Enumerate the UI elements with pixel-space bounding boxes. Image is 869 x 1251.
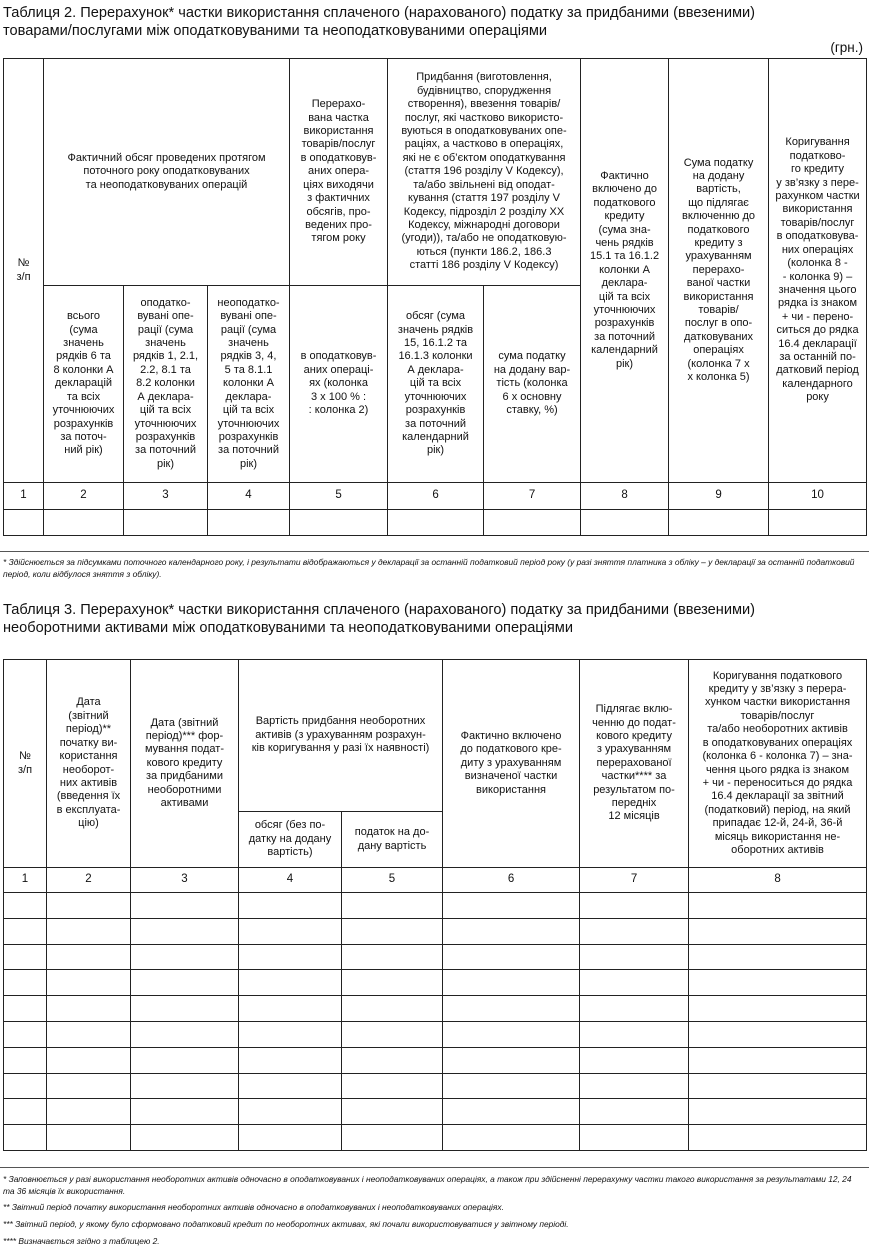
t3-cell[interactable] — [342, 1125, 443, 1151]
t3-colnum: 1 — [4, 868, 47, 893]
t3-column-numbers-row — [4, 868, 867, 893]
t3-data-row — [4, 893, 867, 919]
t3-cell[interactable] — [4, 1073, 47, 1099]
t3-cell[interactable] — [131, 1125, 239, 1151]
table2-title-line1: Таблиця 2. Перерахунок* частки використання сплаченого (нарахованого) податку за придбаними (ввезеними) — [3, 5, 756, 21]
t2-header-col6: обсяг (сума значень рядків 15, 16.1.2 та 16.1.3 колонки А деклара- цій та всіх уточнюючих розрахунків за поточний календарний рік) — [388, 286, 484, 483]
t3-data-row — [4, 996, 867, 1022]
t3-cell[interactable] — [239, 944, 342, 970]
t3-cell[interactable] — [443, 1073, 580, 1099]
t2-cell[interactable] — [769, 510, 867, 536]
t3-cell[interactable] — [689, 1047, 867, 1073]
t3-cell[interactable] — [47, 1073, 131, 1099]
t3-cell[interactable] — [131, 918, 239, 944]
t3-cell[interactable] — [4, 893, 47, 919]
t3-cell[interactable] — [4, 1125, 47, 1151]
t3-cell[interactable] — [689, 918, 867, 944]
t3-cell[interactable] — [580, 996, 689, 1022]
t3-cell[interactable] — [689, 970, 867, 996]
t2-cell[interactable] — [484, 510, 581, 536]
t3-cell[interactable] — [239, 1021, 342, 1047]
t3-cell[interactable] — [47, 893, 131, 919]
t3-cell[interactable] — [342, 970, 443, 996]
t3-cell[interactable] — [47, 1099, 131, 1125]
t2-footnote-divider — [0, 551, 869, 552]
t3-cell[interactable] — [689, 996, 867, 1022]
t3-cell[interactable] — [47, 996, 131, 1022]
t3-cell[interactable] — [4, 1047, 47, 1073]
t2-header-col8: Фактично включено до податкового кредиту (сума зна- чень рядків 15.1 та 16.1.2 колонки А деклара- цій та всіх уточнюючих розрахунків за поточний календарний рік) — [581, 59, 669, 483]
t2-header-col5: в оподатковув- аних операці- ях (колонка 3 х 100 % : : колонка 2) — [290, 286, 388, 483]
t3-header-col2: Дата (звітний період)** початку ви- користання необорот- них активів (введення їх в експлуата- цію) — [47, 660, 131, 868]
t3-header-col7: Підлягає вклю- ченню до подат- кового кредиту з урахуванням перерахованої частки**** за результатом по- передніх 12 місяців — [580, 660, 689, 868]
t3-cell[interactable] — [443, 996, 580, 1022]
t3-cell[interactable] — [342, 1073, 443, 1099]
t2-colnum: 6 — [388, 483, 484, 510]
t3-cell[interactable] — [689, 944, 867, 970]
t2-cell[interactable] — [290, 510, 388, 536]
t3-cell[interactable] — [131, 893, 239, 919]
t3-colnum: 8 — [689, 868, 867, 893]
t3-cell[interactable] — [239, 918, 342, 944]
t3-cell[interactable] — [580, 1099, 689, 1125]
t2-colnum: 4 — [208, 483, 290, 510]
t3-cell[interactable] — [580, 970, 689, 996]
t3-header-acquisition-cost: Вартість придбання необоротних активів (з урахуванням розрахун- ків коригування у разі їх наявності) — [239, 660, 443, 812]
t3-cell[interactable] — [580, 893, 689, 919]
t3-cell[interactable] — [443, 1047, 580, 1073]
t2-cell[interactable] — [4, 510, 44, 536]
t3-cell[interactable] — [239, 1125, 342, 1151]
t3-header-col4: обсяг (без по- датку на додану вартість) — [239, 812, 342, 868]
t3-data-row — [4, 918, 867, 944]
table2-title-line2: товарами/послугами між оподатковуваними та неоподатковуваними операціями — [3, 23, 548, 39]
t3-colnum: 4 — [239, 868, 342, 893]
t2-header-acquisition: Придбання (виготовлення, будівництво, спорудження створення), ввезення товарів/ послуг, які частково використо- вуються в оподатковуваних опе- раціях, а частково в операціях, які не є об’єктом оподаткування (стаття 196 розділу V Кодексу), та/або звільнені від оподат- кування (стаття 197 розділу V Кодексу, підрозділ 2 розділу XX Кодексу, міжнародні договори (угоди)), та/або не оподатковую- ються (пункти 186.2, 186.3 статті 186 розділу V Кодексу) — [388, 59, 581, 286]
t3-cell[interactable] — [47, 970, 131, 996]
table2 — [3, 58, 867, 536]
t3-cell[interactable] — [580, 1073, 689, 1099]
t2-data-row — [4, 510, 867, 536]
t3-data-row — [4, 1047, 867, 1073]
t2-cell[interactable] — [44, 510, 124, 536]
t3-cell[interactable] — [239, 1099, 342, 1125]
t2-column-numbers-row — [4, 483, 867, 510]
t3-cell[interactable] — [689, 1073, 867, 1099]
t3-cell[interactable] — [47, 1047, 131, 1073]
t3-cell[interactable] — [342, 996, 443, 1022]
t3-footnote-4: **** Визначається згідно з таблицею 2. — [3, 1236, 160, 1246]
t3-cell[interactable] — [580, 1047, 689, 1073]
t3-data-row — [4, 1073, 867, 1099]
t3-cell[interactable] — [443, 1125, 580, 1151]
t3-cell[interactable] — [580, 1021, 689, 1047]
t2-colnum: 10 — [769, 483, 867, 510]
t3-data-row — [4, 944, 867, 970]
t3-cell[interactable] — [689, 1099, 867, 1125]
t3-header-col3: Дата (звітний період)*** фор- мування подат- кового кредиту за придбаними необоротними активами — [131, 660, 239, 868]
t3-cell[interactable] — [4, 996, 47, 1022]
table3-title — [3, 601, 755, 637]
t3-cell[interactable] — [689, 1021, 867, 1047]
t3-cell[interactable] — [4, 918, 47, 944]
t3-cell[interactable] — [239, 1047, 342, 1073]
t3-cell[interactable] — [342, 944, 443, 970]
t2-footnote: * Здійснюється за підсумками поточного календарного року, і результати відображаються у декларації за останній податковий період року (у разі зняття платника з обліку – у декларації за останній податковий період, коли відбулося зняття з обліку). — [3, 557, 855, 579]
t3-cell[interactable] — [443, 1099, 580, 1125]
t3-cell[interactable] — [342, 1021, 443, 1047]
t3-cell[interactable] — [131, 1073, 239, 1099]
t3-data-row — [4, 1125, 867, 1151]
t2-header-col2: всього (сума значень рядків 6 та 8 колонки А декларацій та всіх уточнюючих розрахунків за поточ- ний рік) — [44, 286, 124, 483]
t3-colnum: 3 — [131, 868, 239, 893]
t3-cell[interactable] — [131, 944, 239, 970]
t3-header-col5: податок на до- дану вартість — [342, 812, 443, 868]
t2-header-recalculated-share: Перерахо- вана частка використання товарів/послуг в оподатковув- аних опера- ціях виходячи з фактичних обсягів, про- ведених про- тягом року — [290, 59, 388, 286]
t3-colnum: 5 — [342, 868, 443, 893]
t2-colnum: 5 — [290, 483, 388, 510]
t3-cell[interactable] — [443, 970, 580, 996]
t2-colnum: 1 — [4, 483, 44, 510]
t3-footnote-3: *** Звітний період, у якому було сформовано податковий кредит по необоротних активах, які почали використовуватися у звітному періоді. — [3, 1219, 569, 1229]
t3-footnote-divider — [0, 1167, 869, 1168]
t3-cell[interactable] — [131, 1021, 239, 1047]
t2-colnum: 7 — [484, 483, 581, 510]
t2-colnum: 2 — [44, 483, 124, 510]
t3-cell[interactable] — [239, 893, 342, 919]
t3-colnum: 2 — [47, 868, 131, 893]
t3-cell[interactable] — [239, 1073, 342, 1099]
t2-header-col10: Коригування податково- го кредиту у зв’язку з пере- рахунком частки використання товарів/послуг в оподатковува- них операціях (колонка 8 - - колонка 9) – значення цього рядка із знаком + чи - перено- ситься до рядка 16.4 декларації за останній по- датковий період календарного року — [769, 59, 867, 483]
t3-data-row — [4, 1099, 867, 1125]
t2-colnum: 3 — [124, 483, 208, 510]
t2-cell[interactable] — [124, 510, 208, 536]
t3-cell[interactable] — [4, 1021, 47, 1047]
t3-cell[interactable] — [4, 944, 47, 970]
t3-data-row — [4, 1021, 867, 1047]
t3-cell[interactable] — [239, 996, 342, 1022]
t3-cell[interactable] — [689, 1125, 867, 1151]
t2-cell[interactable] — [581, 510, 669, 536]
t3-cell[interactable] — [47, 918, 131, 944]
t2-cell[interactable] — [388, 510, 484, 536]
table3-title-line2: необоротними активами між оподатковуваними та неоподатковуваними операціями — [3, 620, 573, 636]
t2-header-col4: неоподатко- вувані опе- рації (сума значень рядків 3, 4, 5 та 8.1.1 колонки А деклара- цій та всіх уточнюючих розрахунків за поточний рік) — [208, 286, 290, 483]
t3-cell[interactable] — [342, 893, 443, 919]
t3-cell[interactable] — [47, 944, 131, 970]
t3-cell[interactable] — [580, 918, 689, 944]
t3-cell[interactable] — [47, 1125, 131, 1151]
table3-title-line1: Таблиця 3. Перерахунок* частки використання сплаченого (нарахованого) податку за придбаними (ввезеними) — [3, 602, 756, 618]
t2-cell[interactable] — [669, 510, 769, 536]
t3-cell[interactable] — [342, 918, 443, 944]
t2-cell[interactable] — [208, 510, 290, 536]
t3-cell[interactable] — [443, 1021, 580, 1047]
t3-data-rows — [4, 893, 867, 1151]
t3-cell[interactable] — [443, 918, 580, 944]
t2-colnum: 9 — [669, 483, 769, 510]
table3 — [3, 659, 867, 1151]
t3-cell[interactable] — [4, 970, 47, 996]
t3-cell[interactable] — [580, 944, 689, 970]
t3-cell[interactable] — [239, 970, 342, 996]
table2-unit: (грн.) — [830, 40, 863, 55]
t3-cell[interactable] — [443, 893, 580, 919]
t2-header-actual-volume: Фактичний обсяг проведених протягом поточного року оподатковуваних та неоподатковуваних операцій — [44, 59, 290, 286]
t3-header-col8: Коригування податкового кредиту у зв’язку з перера- хунком частки використання товарів/послуг та/або необоротних активів в оподатковуваних операціях (колонка 6 - колонка 7) – зна- чення цього рядка із знаком + чи - переноситься до рядка 16.4 декларації за звітний (податковий) період, на який припадає 12-й, 24-й, 36-й місяць використання не- оборотних активів — [689, 660, 867, 868]
t3-cell[interactable] — [4, 1099, 47, 1125]
t3-colnum: 7 — [580, 868, 689, 893]
t3-cell[interactable] — [689, 893, 867, 919]
table2-title — [3, 4, 755, 40]
t3-cell[interactable] — [580, 1125, 689, 1151]
t3-cell[interactable] — [131, 1047, 239, 1073]
t3-cell[interactable] — [131, 970, 239, 996]
t2-header-col3: оподатко- вувані опе- рації (сума значень рядків 1, 2.1, 2.2, 8.1 та 8.2 колонки А деклара- цій та всіх уточнюючих розрахунків за поточний рік) — [124, 286, 208, 483]
t3-header-col6: Фактично включено до податкового кре- диту з урахуванням визначеної частки використання — [443, 660, 580, 868]
t3-footnote-2: ** Звітний період початку використання необоротних активів одночасно в оподатковуваних і неоподатковуваних операціях. — [3, 1202, 504, 1212]
t2-header-col7: сума податку на додану вар- тість (колонка 6 х основну ставку, %) — [484, 286, 581, 483]
t3-cell[interactable] — [342, 1047, 443, 1073]
t3-colnum: 6 — [443, 868, 580, 893]
t3-cell[interactable] — [342, 1099, 443, 1125]
t3-cell[interactable] — [47, 1021, 131, 1047]
t3-cell[interactable] — [131, 1099, 239, 1125]
t3-footnote-1: * Заповнюється у разі використання необоротних активів одночасно в оподатковуваних і неоподатковуваних операціях, а також при здійсненні перерахунку частки такого використання за результатами 12, 24 та 36 місяців їх використання. — [3, 1174, 852, 1196]
t2-header-row-number: № з/п — [4, 59, 44, 483]
t3-data-row — [4, 970, 867, 996]
t3-cell[interactable] — [443, 944, 580, 970]
t3-header-row-number: № з/п — [4, 660, 47, 868]
t3-cell[interactable] — [131, 996, 239, 1022]
t2-header-col9: Сума податку на додану вартість, що підлягає включенню до податкового кредиту з урахуванням перерахо- ваної частки використання товарів/ послуг в опо- датковуваних операціях (колонка 7 х х колонка 5) — [669, 59, 769, 483]
t2-colnum: 8 — [581, 483, 669, 510]
